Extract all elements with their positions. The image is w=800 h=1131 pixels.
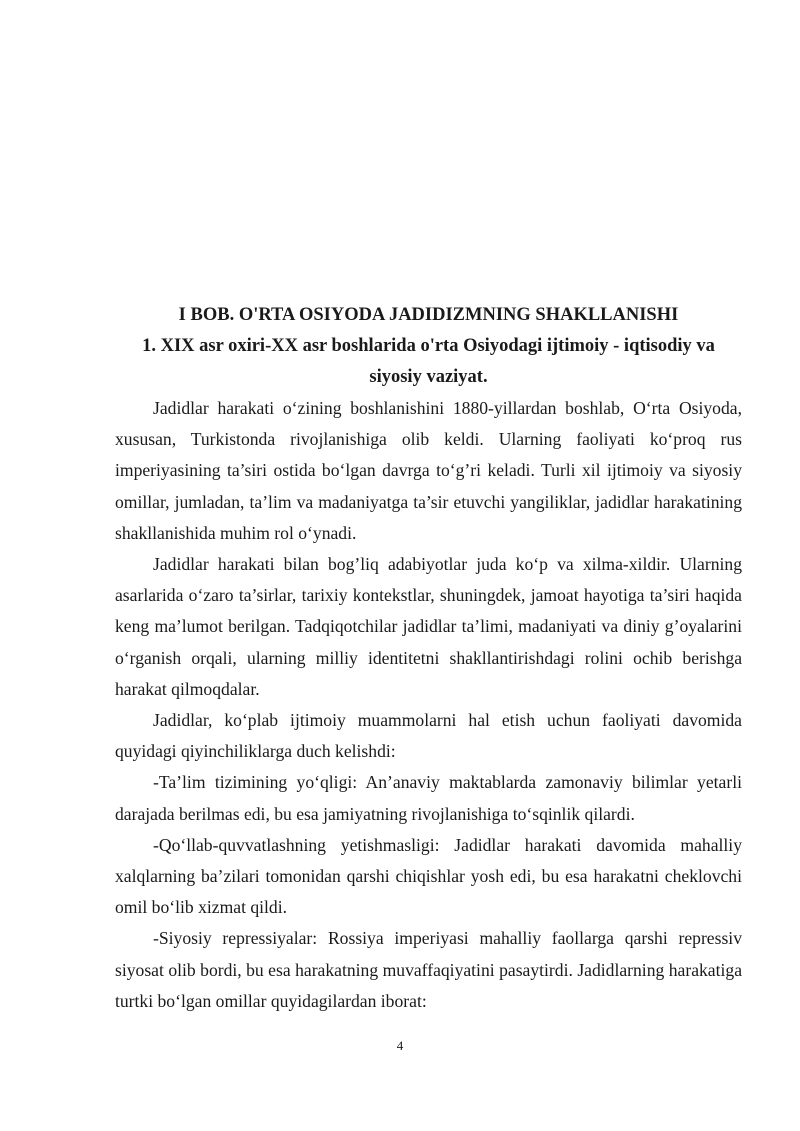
list-item-repression: -Siyosiy repressiyalar: Rossiya imperiyasi mahalliy faollarga qarshi repressiv siyosat olib bordi, bu esa harakatning muvaffaqiyatini pasaytirdi. Jadidlarning harakatiga turtki bo‘lgan omillar quyidagilardan iborat:: [115, 928, 742, 1011]
page-number: 4: [396, 1038, 404, 1053]
section-title: 1. XIX asr oxiri-XX asr boshlarida o'rta Osiyodagi ijtimoiy - iqtisodiy va siyosiy vaziyat.: [142, 336, 715, 387]
page-content: [115, 300, 742, 1017]
list-item-support: -Qo‘llab-quvvatlashning yetishmasligi: Jadidlar harakati davomida mahalliy xalqlarning ba’zilari tomonidan qarshi chiqishlar yosh edi, bu esa harakatni cheklovchi omil bo‘lib xizmat qildi.: [115, 834, 742, 918]
chapter-title: I BOB. O'RTA OSIYODA JADIDIZMNING SHAKLLANISHI: [178, 305, 679, 325]
paragraph-3: Jadidlar, ko‘plab ijtimoiy muammolarni hal etish uchun faoliyati davomida quyidagi qiyinchiliklarga duch kelishdi:: [115, 710, 742, 762]
list-item-education: -Ta’lim tizimining yo‘qligi: An’anaviy maktablarda zamonaviy bilimlar yetarli darajada berilmas edi, bu esa jamiyatning rivojlanishiga to‘sqinlik qilardi.: [115, 772, 742, 824]
paragraph-2: Jadidlar harakati bilan bog’liq adabiyotlar juda ko‘p va xilma-xildir. Ularning asarlarida o‘zaro ta’sirlar, tarixiy kontekstlar, shuningdek, jamoat hayotiga ta’siri haqida keng ma’lumot berilgan. Tadqiqotchilar jadidlar ta’limi, madaniyati va diniy g’oyalarini o‘rganish orqali, ularning milliy identitetni shakllantirishdagi rolini ochib berishga harakat qilmoqdalar.: [115, 554, 742, 699]
paragraph-1: Jadidlar harakati o‘zining boshlanishini 1880-yillardan boshlab, O‘rta Osiyoda, xususan, Turkistonda rivojlanishiga olib keldi. Ularning faoliyati ko‘proq rus imperiyasining ta’siri ostida bo‘lgan davrga to‘g’ri keladi. Turli xil ijtimoiy va siyosiy omillar, jumladan, ta’lim va madaniyatga ta’sir etuvchi yangiliklar, jadidlar harakatining shakllanishida muhim rol o‘ynadi.: [115, 398, 742, 543]
